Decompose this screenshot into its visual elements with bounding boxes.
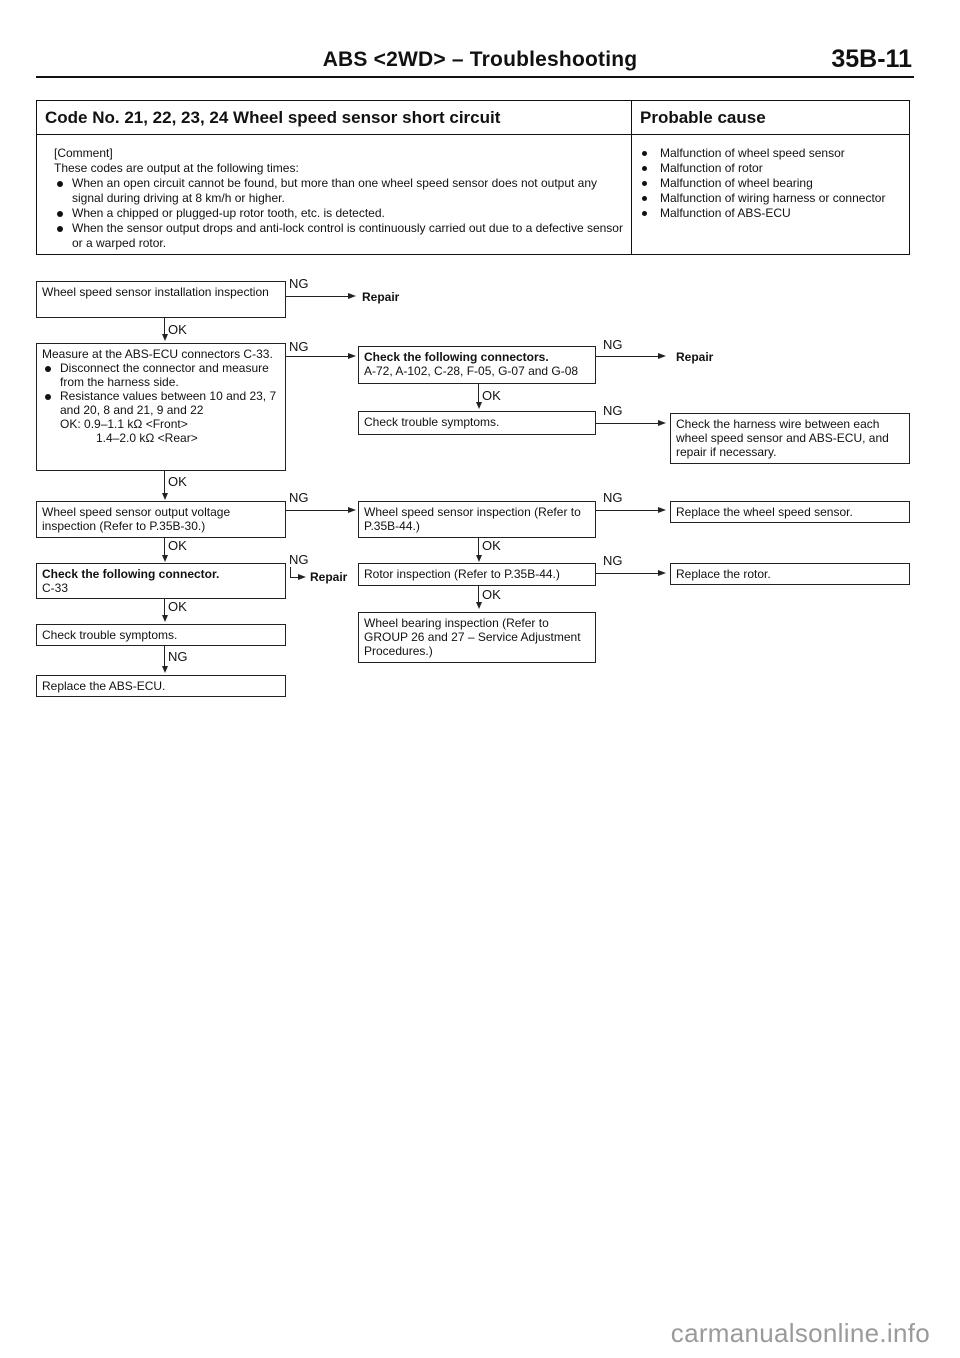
connector-line xyxy=(290,577,298,578)
connector-line xyxy=(164,318,165,334)
ng-label: NG xyxy=(603,337,623,352)
arrow-right-icon xyxy=(348,353,356,359)
repair-label: Repair xyxy=(362,290,400,304)
connector-line xyxy=(164,538,165,555)
ng-label: NG xyxy=(289,490,309,505)
code-table-title: Code No. 21, 22, 23, 24 Wheel speed sensor short circuit xyxy=(37,101,632,135)
rotor-inspection-box: Rotor inspection (Refer to P.35B-44.) xyxy=(358,563,596,586)
ok-spec-front: 0.9–1.1 kΩ <Front> xyxy=(84,417,188,431)
replace-sensor-box: Replace the wheel speed sensor. xyxy=(670,501,910,523)
ok-label: OK xyxy=(168,322,187,337)
replace-ecu-box: Replace the ABS-ECU. xyxy=(36,675,286,697)
ng-label: NG xyxy=(603,490,623,505)
cause-item: Malfunction of wheel speed sensor xyxy=(638,146,905,161)
repair-label: Repair xyxy=(676,350,714,364)
ok-label: OK xyxy=(482,388,501,403)
ok-label: OK xyxy=(482,538,501,553)
connector-line xyxy=(478,538,479,555)
connector-line xyxy=(164,471,165,493)
arrow-right-icon xyxy=(348,507,356,513)
connector-line xyxy=(596,573,658,574)
comment-intro: These codes are output at the following times: xyxy=(54,161,299,175)
check-connector-c33-box xyxy=(36,563,286,599)
comment-item: When an open circuit cannot be found, but more than one wheel speed sensor does not output any signal during driving at 8 km/h or higher. xyxy=(54,176,625,206)
connector-line xyxy=(596,356,658,357)
arrow-right-icon xyxy=(658,570,666,576)
ng-label: NG xyxy=(603,403,623,418)
cause-item: Malfunction of ABS-ECU xyxy=(638,206,905,221)
arrow-right-icon xyxy=(658,420,666,426)
ng-label: NG xyxy=(289,276,309,291)
ok-spec xyxy=(42,417,280,431)
check-connector-list: C-33 xyxy=(42,581,69,595)
measure-item: Disconnect the connector and measure from the harness side. xyxy=(42,361,280,389)
arrow-right-icon xyxy=(348,293,356,299)
connector-line xyxy=(164,646,165,666)
arrow-right-icon xyxy=(298,574,306,580)
watermark-text: carmanualsonline.info xyxy=(670,1318,930,1348)
connector-line xyxy=(290,567,291,577)
ng-label: NG xyxy=(168,649,188,664)
comment-label: [Comment] xyxy=(54,146,113,160)
ok-label: OK xyxy=(168,474,187,489)
ok-spec-rear: 1.4–2.0 kΩ <Rear> xyxy=(96,431,198,445)
check-connectors-title: Check the following connectors. xyxy=(364,350,549,364)
ok-label: OK xyxy=(168,599,187,614)
connector-line xyxy=(286,510,348,511)
arrow-down-icon xyxy=(476,402,482,409)
sensor-inspection-box: Wheel speed sensor inspection (Refer to P.35B-44.) xyxy=(358,501,596,538)
measure-item: Resistance values between 10 and 23, 7 and 20, 8 and 21, 9 and 22 xyxy=(42,389,280,417)
comment-item: When a chipped or plugged-up rotor tooth, etc. is detected. xyxy=(54,206,625,221)
probable-cause-header: Probable cause xyxy=(632,101,909,135)
wheel-bearing-inspection-box: Wheel bearing inspection (Refer to GROUP 26 and 27 – Service Adjustment Procedures.) xyxy=(358,612,596,663)
connector-line xyxy=(286,296,348,297)
replace-rotor-box: Replace the rotor. xyxy=(670,563,910,585)
ng-label: NG xyxy=(603,553,623,568)
cause-item: Malfunction of wheel bearing xyxy=(638,176,905,191)
connector-line xyxy=(286,356,348,357)
check-symptoms-box-2: Check trouble symptoms. xyxy=(36,624,286,646)
arrow-down-icon xyxy=(476,555,482,562)
comment-section xyxy=(37,135,632,254)
repair-label: Repair xyxy=(310,570,348,584)
check-connector-title: Check the following connector. xyxy=(42,567,220,581)
ok-label: OK xyxy=(482,587,501,602)
cause-item: Malfunction of wiring harness or connector xyxy=(638,191,905,206)
arrow-down-icon xyxy=(162,615,168,622)
check-connectors-list: A-72, A-102, C-28, F-05, G-07 and G-08 xyxy=(364,364,579,378)
ok-label: OK xyxy=(168,538,187,553)
connector-line xyxy=(596,510,658,511)
arrow-down-icon xyxy=(162,666,168,673)
check-connectors-box xyxy=(358,346,596,384)
page-title: ABS <2WD> – Troubleshooting xyxy=(322,48,638,71)
arrow-right-icon xyxy=(658,353,666,359)
output-voltage-inspection-box: Wheel speed sensor output voltage inspection (Refer to P.35B-30.) xyxy=(36,501,286,538)
ng-label: NG xyxy=(289,552,309,567)
connector-line xyxy=(478,586,479,602)
installation-inspection-box: Wheel speed sensor installation inspection xyxy=(36,281,286,318)
code-table xyxy=(36,100,910,255)
arrow-down-icon xyxy=(162,555,168,562)
header-rule xyxy=(36,76,914,78)
connector-line xyxy=(596,423,658,424)
ok-spec-label: OK: xyxy=(60,417,81,431)
ecu-connector-measure-box xyxy=(36,343,286,471)
connector-line xyxy=(478,384,479,402)
check-symptoms-box: Check trouble symptoms. xyxy=(358,411,596,435)
comment-item: When the sensor output drops and anti-lock control is continuously carried out due to a defective sensor or a warped rotor. xyxy=(54,221,625,251)
arrow-down-icon xyxy=(162,493,168,500)
page-number: 35B-11 xyxy=(831,45,912,73)
arrow-right-icon xyxy=(658,507,666,513)
cause-item: Malfunction of rotor xyxy=(638,161,905,176)
measure-intro: Measure at the ABS-ECU connectors C-33. xyxy=(42,347,273,361)
probable-cause-list xyxy=(632,135,909,254)
check-harness-box: Check the harness wire between each wheel speed sensor and ABS-ECU, and repair if necessary. xyxy=(670,413,910,464)
connector-line xyxy=(164,599,165,615)
ng-label: NG xyxy=(289,339,309,354)
arrow-down-icon xyxy=(476,602,482,609)
